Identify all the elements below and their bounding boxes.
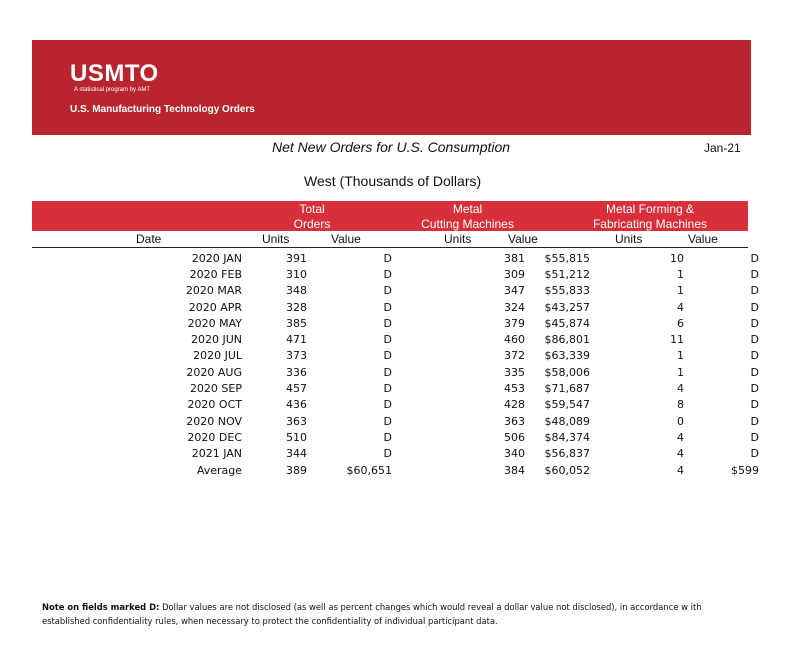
report-region: West (Thousands of Dollars) [304, 173, 482, 189]
cell-date: 2020 MAY [187, 316, 242, 330]
cell-date: 2020 JUL [193, 349, 242, 363]
cell-total-value: D [383, 447, 392, 461]
cell-total-value: D [383, 382, 392, 396]
cell-total-value: D [383, 398, 392, 412]
cell-total-value: D [383, 284, 392, 298]
col-cut-units-header: Units [444, 232, 472, 246]
cell-form-value: D [750, 333, 759, 347]
table-row [32, 331, 759, 347]
table-row [32, 397, 759, 413]
header-banner [32, 40, 751, 135]
cell-total-units: 510 [286, 430, 307, 444]
banner-subtitle: U.S. Manufacturing Technology Orders [70, 104, 255, 115]
col-cut-value-header: Value [508, 232, 538, 246]
table-row [32, 250, 759, 266]
table-row [32, 348, 759, 364]
cell-form-units: 4 [677, 382, 684, 396]
group-forming-line1: Metal Forming & [605, 202, 695, 216]
cell-form-value: D [750, 349, 759, 363]
cell-date: 2021 JAN [191, 447, 242, 461]
cell-form-value: D [750, 316, 759, 330]
cell-total-units: 436 [286, 398, 307, 412]
note-label: Note on fields marked D: [42, 602, 160, 612]
cell-form-value: D [750, 267, 759, 281]
cell-date: 2020 FEB [189, 267, 242, 281]
orders-table [32, 250, 759, 478]
confidentiality-note [42, 600, 742, 628]
cell-total-value: D [383, 316, 392, 330]
cell-cut-value: $84,374 [544, 430, 590, 444]
cell-total-value: D [383, 333, 392, 347]
cell-cut-units: 506 [504, 430, 525, 444]
col-form-value-header: Value [688, 232, 718, 246]
cell-date: 2020 NOV [186, 414, 242, 428]
cell-form-value: D [750, 414, 759, 428]
table-row [32, 380, 759, 396]
cell-date: 2020 OCT [187, 398, 242, 412]
table-row [32, 364, 759, 380]
table-row [32, 413, 759, 429]
cell-total-units: 310 [286, 267, 307, 281]
cell-cut-units: 335 [504, 365, 525, 379]
group-cutting-line2: Cutting Machines [421, 217, 514, 231]
cell-cut-units: 309 [504, 267, 525, 281]
cell-cut-units: 340 [504, 447, 525, 461]
cell-form-units: 1 [677, 365, 684, 379]
cell-cut-value: $63,339 [544, 349, 590, 363]
cell-total-units: 457 [286, 382, 307, 396]
cell-total-value: D [383, 300, 392, 314]
cell-total-units: 391 [286, 251, 307, 265]
cell-total-units: 328 [286, 300, 307, 314]
cell-total-units: 344 [286, 447, 307, 461]
cell-cut-value: $60,052 [544, 463, 590, 477]
cell-form-units: 1 [677, 267, 684, 281]
cell-form-value: D [750, 251, 759, 265]
table-row [32, 299, 759, 315]
cell-total-units: 348 [286, 284, 307, 298]
cell-total-value: $60,651 [346, 463, 392, 477]
cell-total-value: D [383, 251, 392, 265]
table-row [32, 315, 759, 331]
cell-cut-value: $48,089 [544, 414, 590, 428]
cell-cut-units: 460 [504, 333, 525, 347]
cell-cut-units: 381 [504, 251, 525, 265]
logo-tagline: A statistical program by AMT [74, 87, 151, 93]
cell-total-units: 363 [286, 414, 307, 428]
cell-form-units: 4 [677, 430, 684, 444]
header-rule [32, 247, 748, 248]
cell-form-units: 4 [677, 463, 684, 477]
group-cutting-line1: Metal [452, 202, 483, 216]
cell-cut-value: $45,874 [544, 316, 590, 330]
cell-total-units: 373 [286, 349, 307, 363]
cell-form-units: 1 [677, 284, 684, 298]
table-row [32, 266, 759, 282]
cell-cut-units: 384 [504, 463, 525, 477]
group-total-line1: Total [299, 202, 325, 216]
cell-form-units: 11 [670, 333, 684, 347]
cell-total-units: 385 [286, 316, 307, 330]
cell-form-units: 0 [677, 414, 684, 428]
col-total-value-header: Value [331, 232, 361, 246]
group-metal-cutting [410, 202, 525, 232]
cell-total-units: 336 [286, 365, 307, 379]
cell-total-value: D [383, 267, 392, 281]
cell-total-value: D [383, 430, 392, 444]
usmto-logo: USMTO [70, 60, 159, 87]
cell-cut-value: $71,687 [544, 382, 590, 396]
cell-cut-value: $55,833 [544, 284, 590, 298]
cell-form-units: 4 [677, 447, 684, 461]
cell-date: 2020 SEP [189, 382, 242, 396]
cell-total-units: 471 [286, 333, 307, 347]
cell-cut-value: $58,006 [544, 365, 590, 379]
cell-cut-units: 372 [504, 349, 525, 363]
cell-form-value: $599 [731, 463, 759, 477]
cell-date: 2020 AUG [186, 365, 242, 379]
table-row [32, 429, 759, 445]
cell-cut-units: 347 [504, 284, 525, 298]
cell-cut-units: 428 [504, 398, 525, 412]
cell-form-value: D [750, 398, 759, 412]
col-total-units-header: Units [262, 232, 290, 246]
cell-form-units: 10 [670, 251, 684, 265]
report-title: Net New Orders for U.S. Consumption [272, 139, 511, 155]
table-row [32, 446, 759, 462]
cell-date: 2020 DEC [187, 430, 242, 444]
cell-form-value: D [750, 382, 759, 396]
cell-date: 2020 JAN [191, 251, 242, 265]
cell-date: 2020 JUN [190, 333, 242, 347]
cell-form-units: 6 [677, 316, 684, 330]
cell-date: Average [196, 463, 242, 477]
cell-cut-value: $55,815 [544, 251, 590, 265]
cell-form-units: 8 [677, 398, 684, 412]
cell-total-units: 389 [286, 463, 307, 477]
col-form-units-header: Units [615, 232, 643, 246]
cell-total-value: D [383, 349, 392, 363]
cell-cut-value: $86,801 [544, 333, 590, 347]
cell-cut-units: 324 [504, 300, 525, 314]
cell-cut-units: 379 [504, 316, 525, 330]
cell-form-value: D [750, 300, 759, 314]
cell-form-units: 4 [677, 300, 684, 314]
cell-total-value: D [383, 365, 392, 379]
cell-cut-value: $43,257 [544, 300, 590, 314]
group-total-line2: Orders [293, 217, 331, 231]
group-metal-forming [580, 202, 720, 232]
cell-form-units: 1 [677, 349, 684, 363]
cell-total-value: D [383, 414, 392, 428]
table-row [32, 283, 759, 299]
note-text: Dollar values are not disclosed (as well as percent changes which would reveal a dollar value not disclosed), in accordance w ith established confidentiality rules, when necessary to protect the confidentiality of individual participant data. [42, 602, 702, 626]
cell-date: 2020 APR [188, 300, 242, 314]
cell-cut-units: 363 [504, 414, 525, 428]
cell-form-value: D [750, 365, 759, 379]
average-row [32, 462, 759, 478]
group-forming-line2: Fabricating Machines [592, 217, 708, 231]
cell-form-value: D [750, 284, 759, 298]
cell-form-value: D [750, 447, 759, 461]
cell-form-value: D [750, 430, 759, 444]
cell-cut-units: 453 [504, 382, 525, 396]
col-date-header: Date [136, 232, 162, 246]
report-date: Jan-21 [704, 141, 741, 155]
cell-cut-value: $51,212 [544, 267, 590, 281]
cell-cut-value: $56,837 [544, 447, 590, 461]
cell-cut-value: $59,547 [544, 398, 590, 412]
cell-date: 2020 MAR [185, 284, 242, 298]
group-total-orders [262, 202, 362, 232]
